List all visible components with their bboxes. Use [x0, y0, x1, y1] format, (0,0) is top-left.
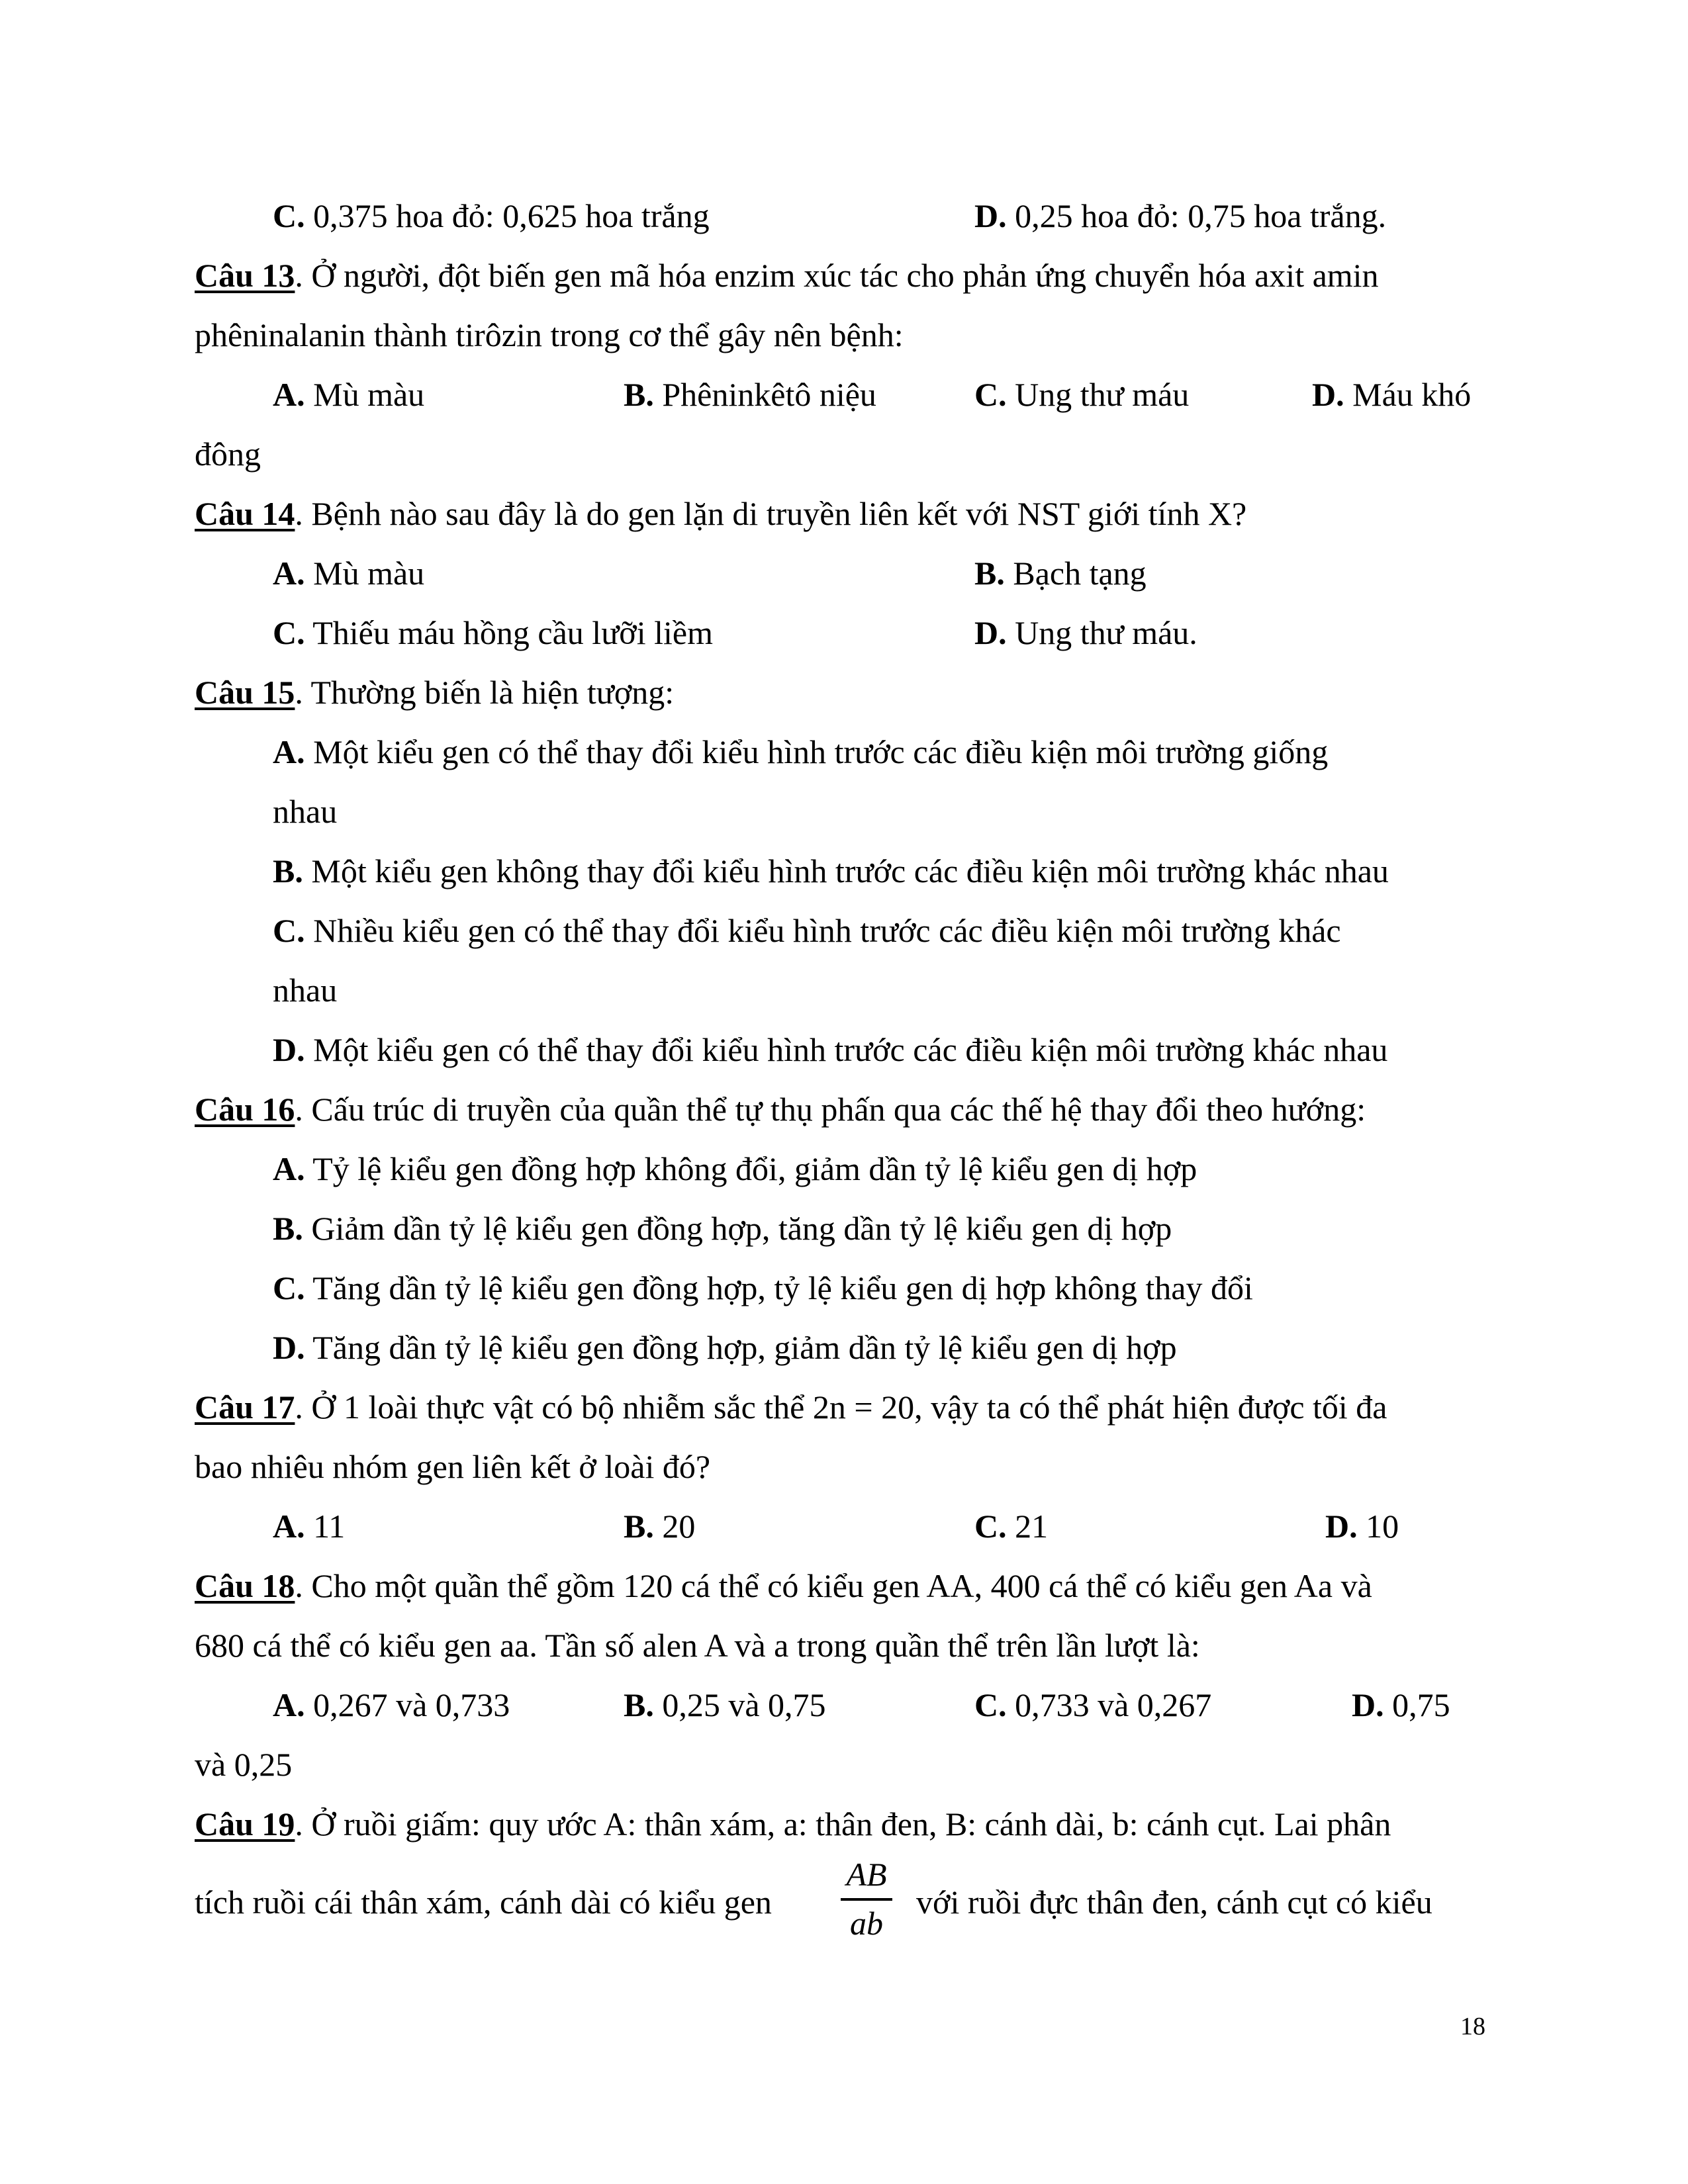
- question-text: . Bệnh nào sau đây là do gen lặn di truyền liên kết với NST giới tính X?: [295, 495, 1247, 532]
- q16-stem: [195, 1089, 1366, 1129]
- option-text: 0,733 và 0,267: [1006, 1686, 1212, 1723]
- question-text: . Cấu trúc di truyền của quần thể tự thụ phấn qua các thế hệ thay đổi theo hướng:: [295, 1091, 1366, 1128]
- q17-option-b: [624, 1506, 695, 1546]
- option-letter: C.: [273, 912, 305, 949]
- q15-option-c: [273, 911, 1341, 950]
- q15-option-c-cont: nhau: [273, 972, 338, 1009]
- fraction-denominator: ab: [850, 1905, 883, 1942]
- question-text: . Ở ruồi giấm: quy ước A: thân xám, a: thân đen, B: cánh dài, b: cánh cụt. Lai phân: [295, 1805, 1391, 1843]
- q19-stem-line-1: [195, 1804, 1391, 1844]
- q15-stem: [195, 672, 674, 712]
- option-letter: C.: [273, 197, 305, 234]
- option-letter: C.: [273, 1269, 305, 1306]
- question-text: . Cho một quần thể gồm 120 cá thể có kiểu gen AA, 400 cá thể có kiểu gen Aa và: [295, 1567, 1372, 1604]
- q18-option-c: [974, 1685, 1211, 1725]
- option-letter: C.: [273, 614, 305, 651]
- option-letter: D.: [974, 197, 1007, 234]
- q15-option-a: [273, 732, 1328, 772]
- option-letter: D.: [1352, 1686, 1384, 1723]
- option-letter: D.: [974, 614, 1007, 651]
- q16-option-c: [273, 1268, 1253, 1308]
- q13-option-d-cont: đông: [195, 435, 261, 473]
- option-text: 21: [1006, 1508, 1049, 1545]
- option-letter: B.: [974, 555, 1005, 592]
- page-number: 18: [1460, 2013, 1485, 2040]
- option-text: Ung thư máu: [1006, 376, 1190, 413]
- option-letter: A.: [273, 1686, 305, 1723]
- q15-option-a-cont: nhau: [273, 793, 338, 830]
- option-text: 11: [305, 1508, 346, 1545]
- q14-stem: [195, 494, 1246, 533]
- question-label: Câu 18: [195, 1567, 295, 1604]
- q19-stem-line-2a: tích ruồi cái thân xám, cánh dài có kiểu gen: [195, 1884, 772, 1921]
- option-letter: B.: [273, 852, 303, 889]
- option-text: Phêninkêtô niệu: [653, 376, 876, 413]
- q17-stem-line-2: bao nhiêu nhóm gen liên kết ở loài đó?: [195, 1448, 711, 1485]
- option-letter: A.: [273, 376, 305, 413]
- q17-option-c: [974, 1506, 1048, 1546]
- q16-option-d: [273, 1328, 1177, 1367]
- option-letter: B.: [624, 1508, 654, 1545]
- option-letter: A.: [273, 555, 305, 592]
- q13-option-d: [1312, 375, 1471, 414]
- option-letter: B.: [273, 1210, 303, 1247]
- option-letter: C.: [974, 1686, 1007, 1723]
- q16-option-b: [273, 1208, 1172, 1248]
- question-label: Câu 13: [195, 257, 295, 294]
- q18-stem-line-1: [195, 1566, 1372, 1606]
- option-text: 0,25 hoa đỏ: 0,75 hoa trắng.: [1006, 197, 1387, 234]
- option-text: 10: [1357, 1508, 1399, 1545]
- option-text: Một kiểu gen có thể thay đổi kiểu hình trước các điều kiện môi trường giống: [305, 733, 1329, 770]
- question-label: Câu 19: [195, 1805, 295, 1843]
- question-text: . Ở 1 loài thực vật có bộ nhiễm sắc thể 2n = 20, vậy ta có thể phát hiện được tối đa: [295, 1388, 1387, 1426]
- option-text: Tăng dần tỷ lệ kiểu gen đồng hợp, tỷ lệ kiểu gen dị hợp không thay đổi: [305, 1269, 1253, 1306]
- q12-option-c: [273, 196, 710, 236]
- q17-option-d: [1325, 1506, 1399, 1546]
- option-text: 0,25 và 0,75: [653, 1686, 826, 1723]
- q12-option-d: [974, 196, 1386, 236]
- q15-option-b: [273, 851, 1389, 891]
- option-letter: A.: [273, 733, 305, 770]
- question-text: . Thường biến là hiện tượng:: [295, 674, 675, 711]
- q13-stem-line-2: phêninalanin thành tirôzin trong cơ thể gây nên bệnh:: [195, 316, 904, 353]
- q18-option-d: [1352, 1685, 1450, 1725]
- option-letter: C.: [974, 376, 1007, 413]
- q17-option-a: [273, 1506, 345, 1546]
- option-letter: B.: [624, 1686, 654, 1723]
- q13-stem-line-1: [195, 255, 1379, 295]
- question-label: Câu 15: [195, 674, 295, 711]
- option-text: Thiếu máu hồng cầu lưỡi liềm: [305, 614, 713, 651]
- q18-stem-line-2: 680 cá thể có kiểu gen aa. Tần số alen A và a trong quần thể trên lần lượt là:: [195, 1627, 1200, 1664]
- option-text: Ung thư máu.: [1006, 614, 1197, 651]
- option-text: Nhiều kiểu gen có thể thay đổi kiểu hình trước các điều kiện môi trường khác: [305, 912, 1341, 949]
- q14-option-b: [974, 553, 1147, 593]
- q18-option-d-cont: và 0,25: [195, 1746, 293, 1783]
- q13-option-c: [974, 375, 1189, 414]
- option-letter: D.: [273, 1031, 305, 1068]
- option-letter: B.: [624, 376, 654, 413]
- option-text: Giảm dần tỷ lệ kiểu gen đồng hợp, tăng dần tỷ lệ kiểu gen dị hợp: [303, 1210, 1172, 1247]
- option-text: Tăng dần tỷ lệ kiểu gen đồng hợp, giảm dần tỷ lệ kiểu gen dị hợp: [305, 1329, 1177, 1366]
- genotype-fraction: [830, 1854, 903, 1944]
- option-text: Tỷ lệ kiểu gen đồng hợp không đổi, giảm dần tỷ lệ kiểu gen dị hợp: [305, 1150, 1197, 1187]
- option-text: 0,75: [1383, 1686, 1450, 1723]
- option-text: Một kiểu gen có thể thay đổi kiểu hình trước các điều kiện môi trường khác nhau: [305, 1031, 1388, 1068]
- q14-option-a: [273, 553, 424, 593]
- q18-option-b: [624, 1685, 826, 1725]
- option-text: Mù màu: [305, 376, 425, 413]
- option-text: Bạch tạng: [1004, 555, 1147, 592]
- q13-option-b: [624, 375, 876, 414]
- option-letter: A.: [273, 1150, 305, 1187]
- fraction-numerator: AB: [846, 1856, 887, 1893]
- option-text: Máu khó: [1344, 376, 1472, 413]
- q18-option-a: [273, 1685, 510, 1725]
- q14-option-c: [273, 613, 713, 653]
- option-text: 0,267 và 0,733: [305, 1686, 510, 1723]
- q16-option-a: [273, 1149, 1197, 1189]
- option-letter: C.: [974, 1508, 1007, 1545]
- q14-option-d: [974, 613, 1197, 653]
- question-text: . Ở người, đột biến gen mã hóa enzim xúc tác cho phản ứng chuyển hóa axit amin: [295, 257, 1379, 294]
- fraction-bar: [841, 1898, 892, 1901]
- q17-stem-line-1: [195, 1387, 1387, 1427]
- option-letter: A.: [273, 1508, 305, 1545]
- q13-option-a: [273, 375, 424, 414]
- option-text: Một kiểu gen không thay đổi kiểu hình trước các điều kiện môi trường khác nhau: [303, 852, 1389, 889]
- option-text: Mù màu: [305, 555, 425, 592]
- q15-option-d: [273, 1030, 1387, 1069]
- option-text: 20: [653, 1508, 696, 1545]
- question-label: Câu 16: [195, 1091, 295, 1128]
- question-label: Câu 17: [195, 1388, 295, 1426]
- option-letter: D.: [273, 1329, 305, 1366]
- question-label: Câu 14: [195, 495, 295, 532]
- option-letter: D.: [1325, 1508, 1358, 1545]
- q19-stem-line-2b: với ruồi đực thân đen, cánh cụt có kiểu: [916, 1884, 1432, 1921]
- option-letter: D.: [1312, 376, 1344, 413]
- option-text: 0,375 hoa đỏ: 0,625 hoa trắng: [305, 197, 710, 234]
